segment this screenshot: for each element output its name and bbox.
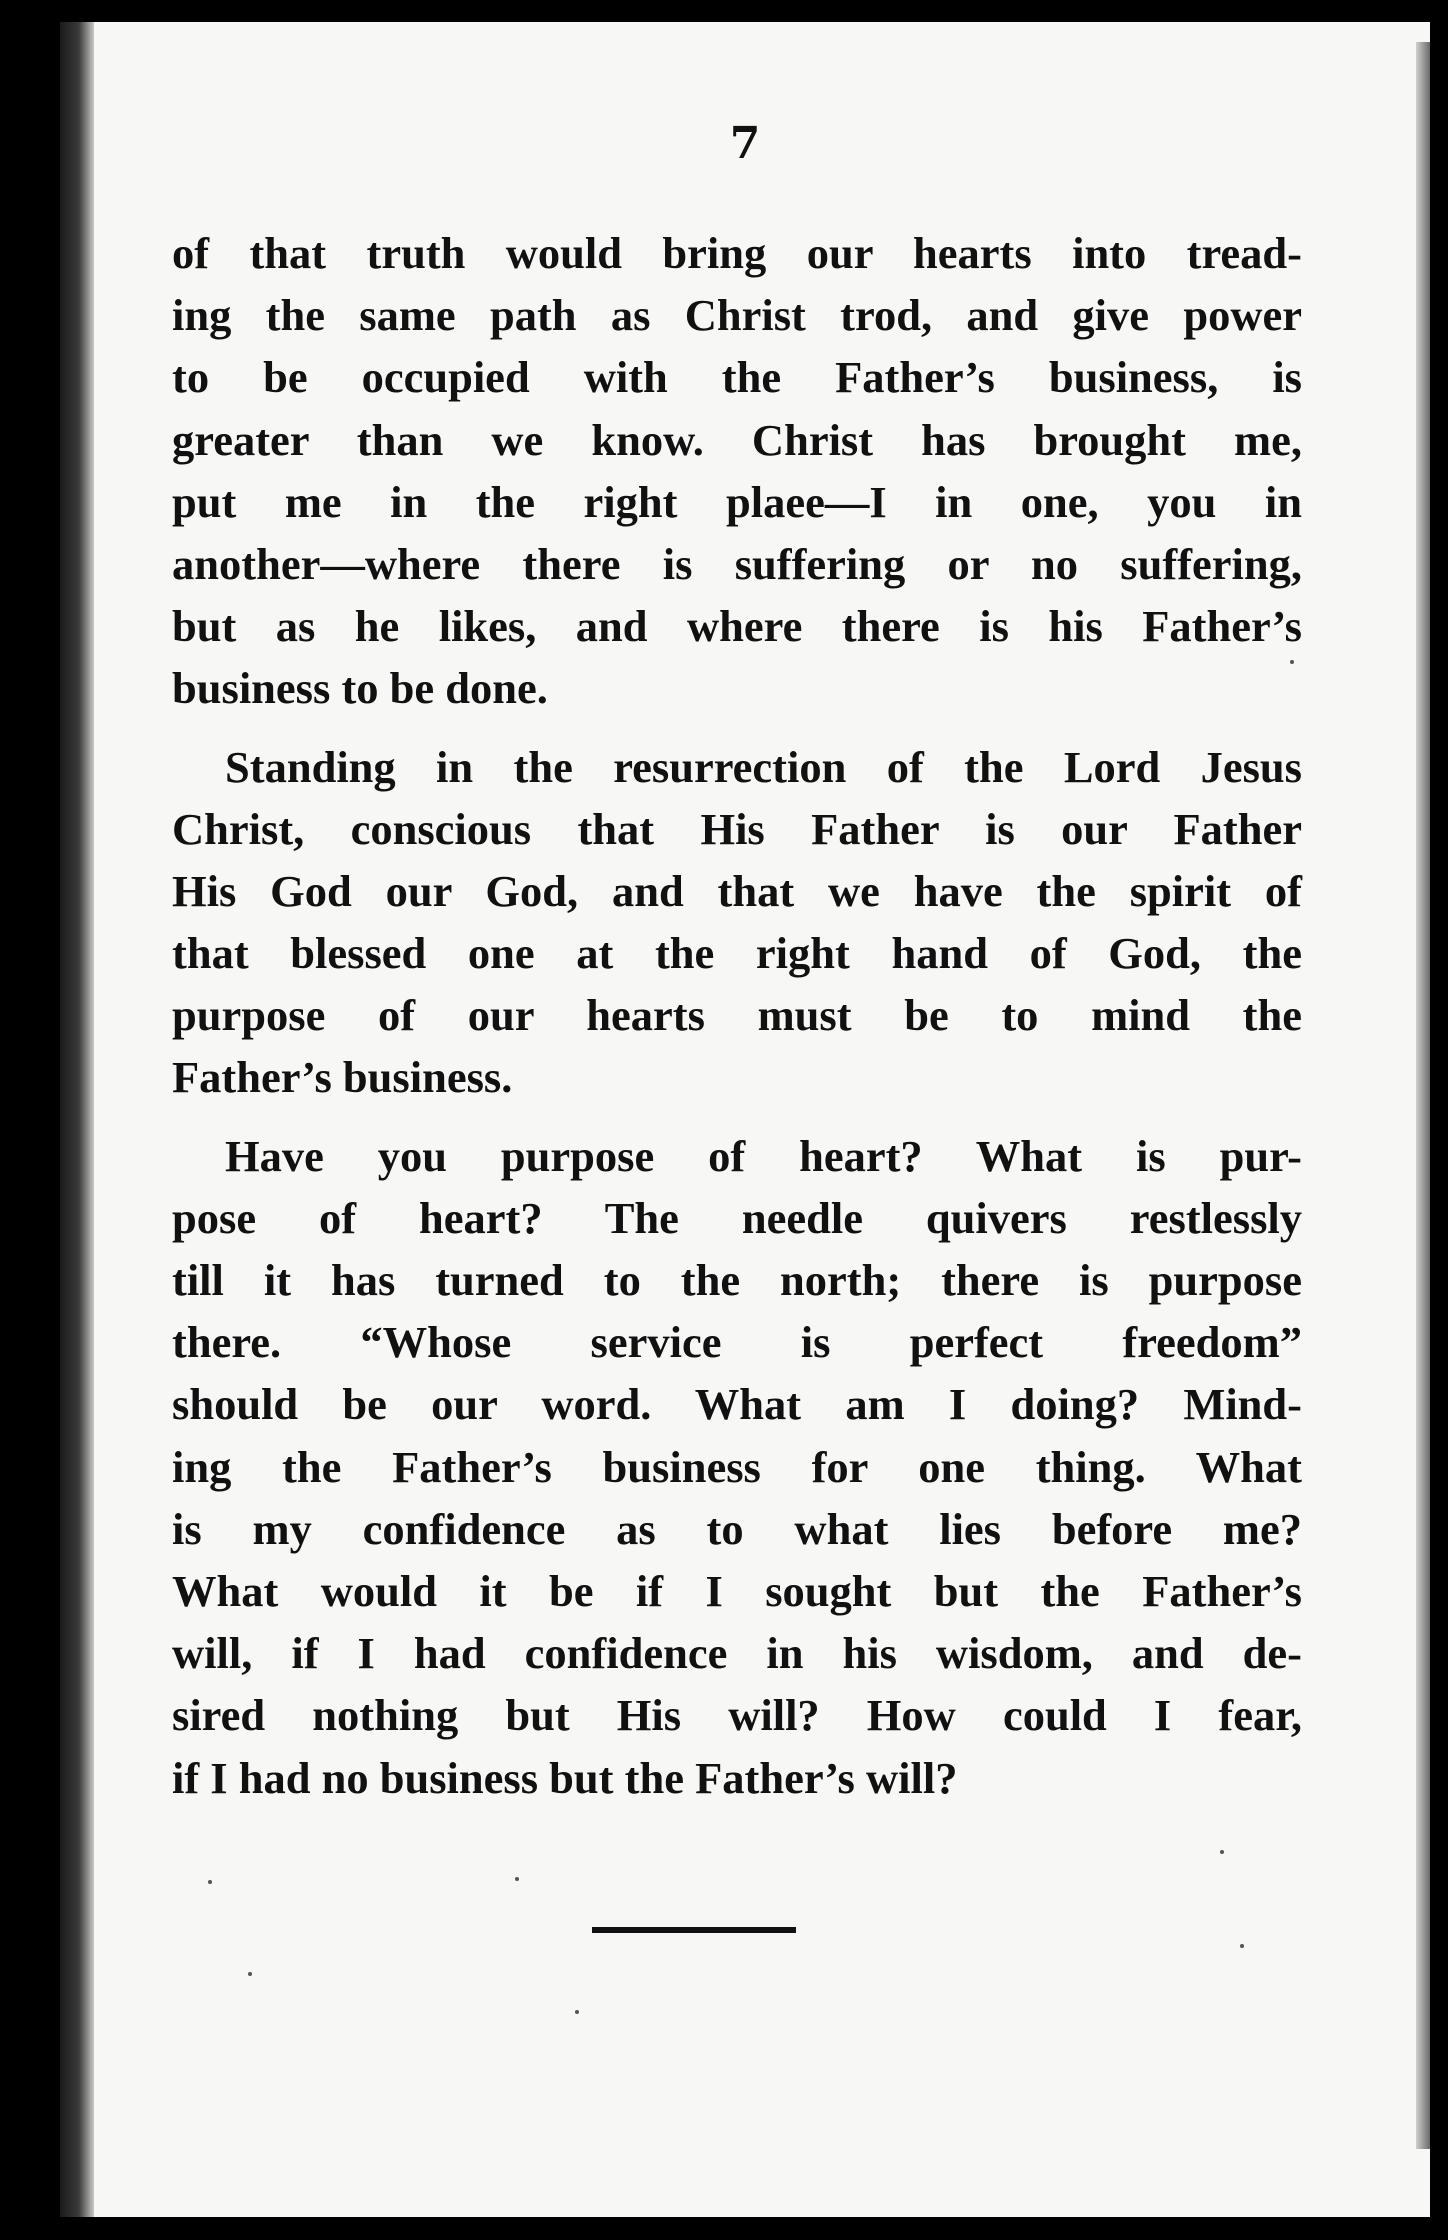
text-line: ing the same path as Christ trod, and give power [172,290,1302,341]
text-line: should be our word. What am I doing? Mind- [172,1379,1302,1430]
text-line: of that truth would bring our hearts into tread- [172,228,1302,278]
print-speck [248,1972,252,1976]
paragraph [172,736,1302,1109]
paragraph [172,1125,1302,1809]
text-line: if I had no business but the Father’s will? [172,1752,958,1803]
paragraph [172,222,1302,720]
print-speck [575,2010,579,2014]
page-edge [1416,42,1430,2149]
body-text [172,222,1302,1825]
text-line: but as he likes, and where there is his Father’s [172,601,1302,652]
text-line: business to be done. [172,663,548,714]
text-line: What would it be if I sought but the Father’s [172,1565,1302,1616]
text-line: put me in the right plaee—I in one, you in [172,476,1302,527]
text-line: greater than we know. Christ has brought me, [172,414,1302,465]
text-line: that blessed one at the right hand of God, the [172,928,1302,979]
text-line: His God our God, and that we have the spirit of [172,865,1302,916]
print-speck [1220,1850,1224,1854]
text-line: ing the Father’s business for one thing. What [172,1441,1302,1492]
text-line: pose of heart? The needle quivers restlessly [172,1192,1302,1243]
page-number: 7 [729,118,761,169]
text-line: Christ, conscious that His Father is our Father [172,803,1302,854]
print-speck [1240,1944,1244,1948]
text-line: there. “Whose service is perfect freedom” [172,1317,1302,1368]
text-line: is my confidence as to what lies before me? [172,1503,1302,1554]
text-line: purpose of our hearts must be to mind the [172,990,1302,1041]
book-page [60,22,1430,2217]
text-line: Father’s business. [172,1052,513,1103]
print-speck [515,1877,519,1881]
end-rule [592,1927,796,1933]
print-speck [208,1880,212,1884]
text-line: will, if I had confidence in his wisdom, and de- [172,1628,1302,1679]
text-line: Have you purpose of heart? What is pur- [225,1130,1302,1181]
text-line: till it has turned to the north; there is purpose [172,1255,1302,1305]
spine-shadow [60,22,94,2217]
text-line: Standing in the resurrection of the Lord Jesus [225,741,1302,792]
text-line: another—where there is suffering or no suffering, [172,538,1302,589]
text-line: sired nothing but His will? How could I fear, [172,1690,1302,1741]
print-speck [1290,660,1294,664]
text-line: to be occupied with the Father’s business, is [172,352,1302,403]
